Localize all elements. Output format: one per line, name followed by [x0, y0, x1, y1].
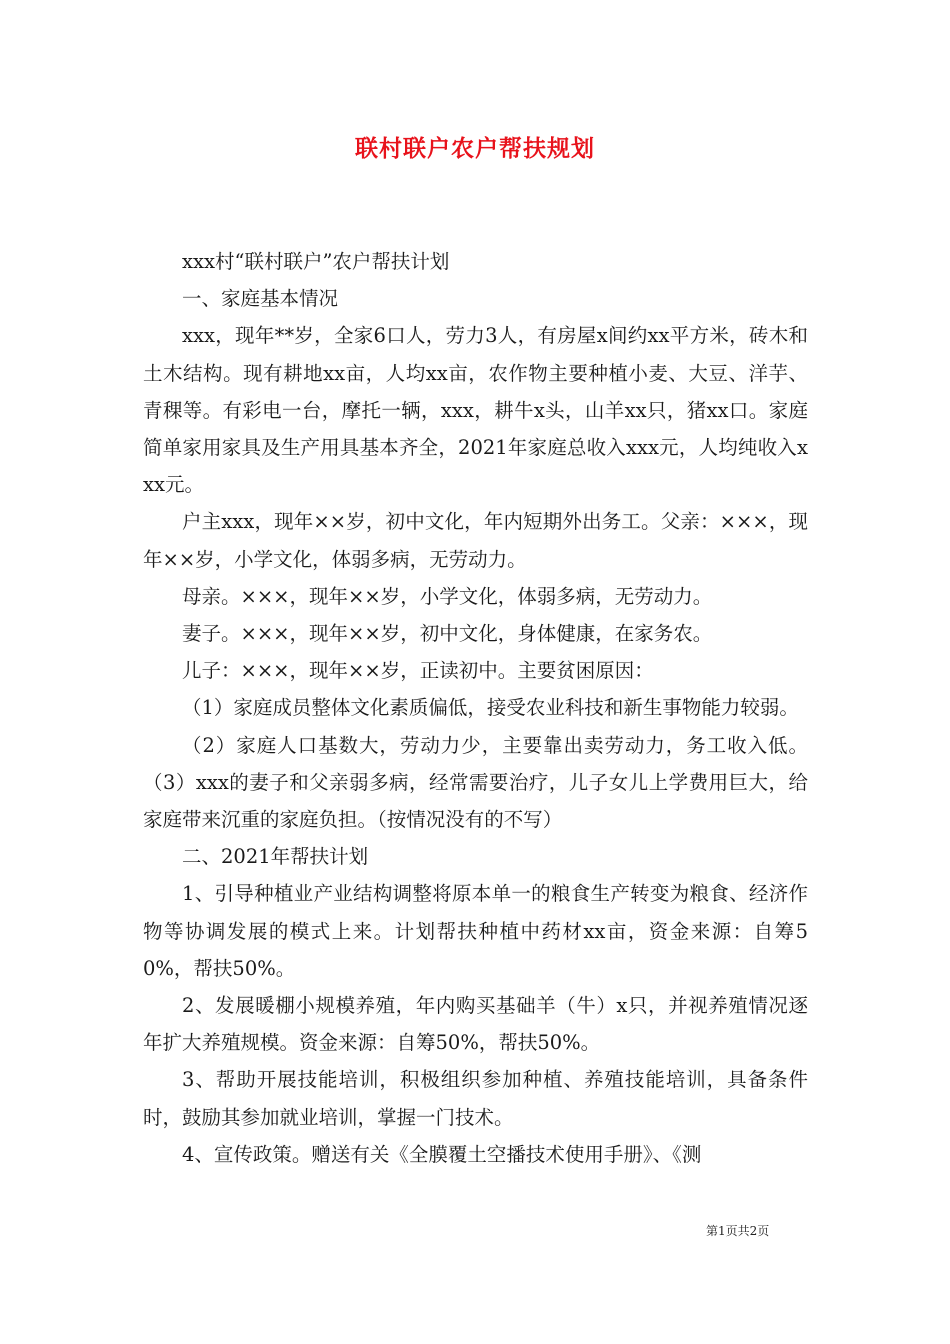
paragraph-householder: 户主xxx，现年××岁，初中文化，年内短期外出务工。父亲：×××，现年××岁，小学文化，体弱多病，无劳动力。: [143, 510, 808, 571]
paragraph-section-1-heading: 一、家庭基本情况: [182, 287, 339, 311]
paragraph-mother: 母亲。×××，现年××岁，小学文化，体弱多病，无劳动力。: [182, 584, 713, 608]
paragraph-reason-1: （1）家庭成员整体文化素质偏低，接受农业科技和新生事物能力较弱。: [182, 696, 799, 720]
paragraph-plan-item-1: 1、引导种植业产业结构调整将原本单一的粮食生产转变为粮食、经济作物等协调发展的模式上来。计划帮扶种植中药材xx亩，资金来源：自筹50%，帮扶50%。: [143, 882, 808, 980]
paragraph-section-2-heading: 二、2021年帮扶计划: [182, 845, 369, 869]
document-body: [143, 243, 808, 1173]
document-title: 联村联户农户帮扶规划: [355, 135, 595, 162]
paragraph-plan-item-4: 4、宣传政策。赠送有关《全膜覆土空播技术使用手册》、《测: [182, 1142, 702, 1166]
paragraph-plan-item-2: 2、发展暖棚小规模养殖，年内购买基础羊（牛）x只，并视养殖情况逐年扩大养殖规模。资金来源：自筹50%，帮扶50%。: [143, 994, 808, 1055]
paragraph-reason-2-3: （2）家庭人口基数大，劳动力少，主要靠出卖劳动力，务工收入低。（3）xxx的妻子和父亲弱多病，经常需要治疗，儿子女儿上学费用巨大，给家庭带来沉重的家庭负担。（按情况没有的不写）: [143, 733, 808, 832]
paragraph-wife: 妻子。×××，现年××岁，初中文化，身体健康，在家务农。: [182, 622, 713, 646]
paragraph-family-overview: xxx，现年**岁，全家6口人，劳力3人，有房屋x间约xx平方米，砖木和土木结构。现有耕地xx亩，人均xx亩，农作物主要种植小麦、大豆、洋芋、青稞等。有彩电一台，摩托一辆，xxx，耕牛x头，山羊xx只，猪xx口。家庭简单家用家具及生产用具基本齐全，2021年家庭总收入xxx元，人均纯收入xxx元。: [143, 324, 808, 497]
paragraph-plan-item-3: 3、帮助开展技能培训，积极组织参加种植、养殖技能培训，具备条件时，鼓励其参加就业培训，掌握一门技术。: [143, 1068, 808, 1129]
paragraph-son: 儿子：×××，现年××岁，正读初中。主要贫困原因：: [182, 659, 654, 683]
paragraph-plan-heading: xxx村“联村联户”农户帮扶计划: [182, 250, 450, 273]
page-number: 第1页共2页: [706, 1224, 770, 1238]
